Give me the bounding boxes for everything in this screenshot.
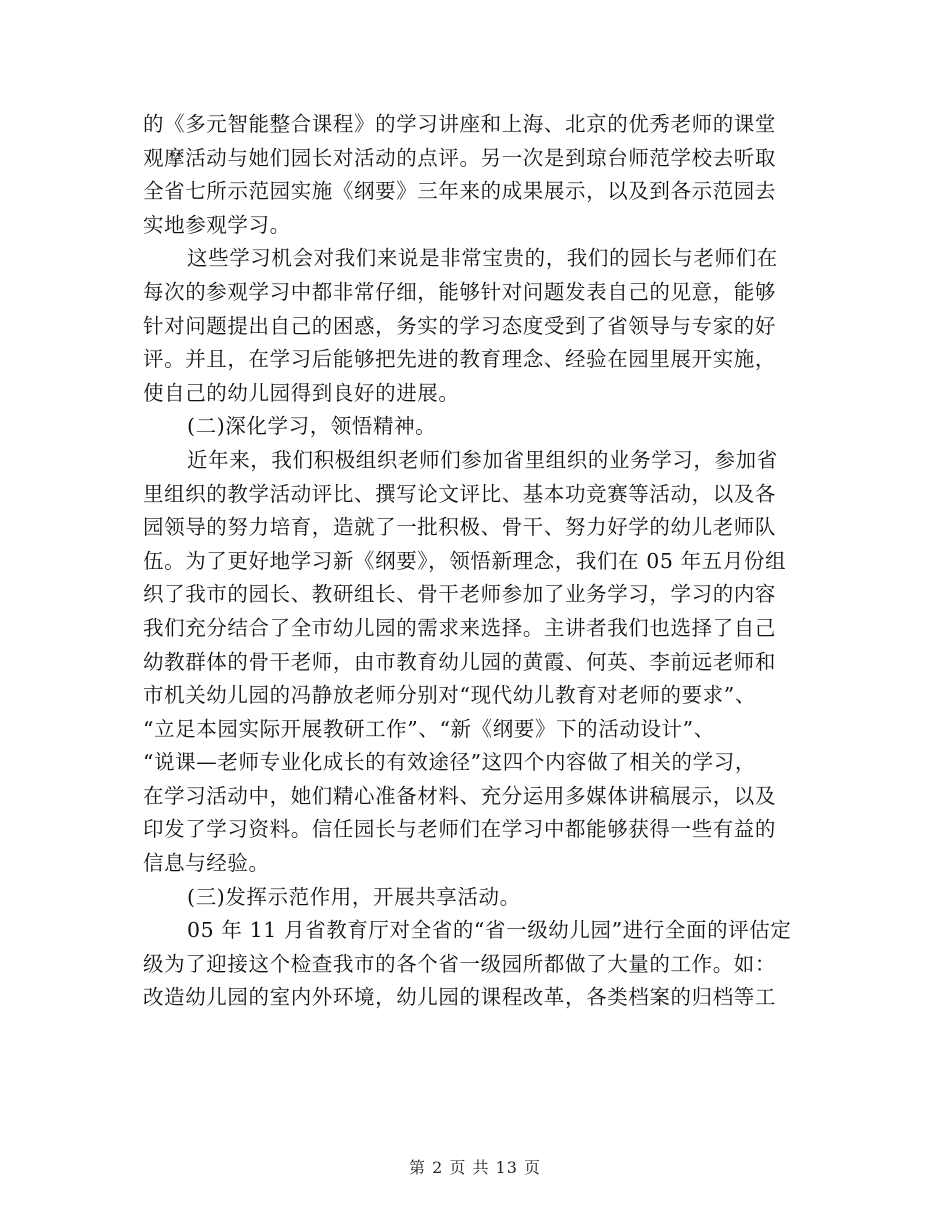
text-line: 市机关幼儿园的冯静放老师分别对“现代幼儿教育对老师的要求”、 (143, 683, 756, 708)
paragraph (143, 108, 808, 242)
text-line: 观摩活动与她们园长对活动的点评。另一次是到琼台师范学校去听取 (143, 145, 776, 170)
text-line: 我们充分结合了全市幼儿园的需求来选择。主讲者我们也选择了自己 (143, 615, 776, 640)
text-line: 幼教群体的骨干老师，由市教育幼儿园的黄霞、何英、李前远老师和 (143, 649, 776, 674)
text-line: 里组织的教学活动评比、撰写论文评比、基本功竞赛等活动，以及各 (143, 481, 776, 506)
page-number-footer: 第 2 页 共 13 页 (409, 1158, 541, 1177)
text-line: 伍。为了更好地学习新《纲要》，领悟新理念，我们在 05 年五月份组 (143, 548, 787, 573)
text-line: 每次的参观学习中都非常仔细，能够针对问题发表自己的见意，能够 (143, 279, 776, 304)
text-line: 级为了迎接这个检查我市的各个省一级园所都做了大量的工作。如： (143, 951, 776, 976)
text-line: 针对问题提出自己的困惑，务实的学习态度受到了省领导与专家的好 (143, 313, 776, 338)
text-line: 评。并且，在学习后能够把先进的教育理念、经验在园里展开实施， (143, 347, 776, 372)
paragraph (143, 242, 808, 410)
text-line: 这些学习机会对我们来说是非常宝贵的，我们的园长与老师们在 (187, 246, 778, 271)
text-line: 使自己的幼儿园得到良好的进展。 (143, 380, 460, 405)
text-line: 信息与经验。 (143, 851, 270, 876)
paragraph (143, 914, 808, 1015)
document-body (143, 108, 808, 1015)
text-line: (三)发挥示范作用，开展共享活动。 (187, 884, 521, 909)
text-line: 05 年 11 月省教育厅对全省的“省一级幼儿园”进行全面的评估定 (187, 918, 792, 943)
text-line: 园领导的努力培育，造就了一批积极、骨干、努力好学的幼儿老师队 (143, 515, 776, 540)
text-line: 改造幼儿园的室内外环境，幼儿园的课程改革，各类档案的归档等工 (143, 985, 776, 1010)
text-line: 印发了学习资料。信任园长与老师们在学习中都能够获得一些有益的 (143, 817, 776, 842)
text-line: 全省七所示范园实施《纲要》三年来的成果展示，以及到各示范园去 (143, 179, 776, 204)
paragraph (143, 444, 808, 881)
text-line: 近年来，我们积极组织老师们参加省里组织的业务学习，参加省 (187, 447, 778, 472)
section-heading (143, 881, 808, 915)
text-line: “立足本园实际开展教研工作”、“新《纲要》下的活动设计”、 (143, 716, 715, 741)
text-line: 实地参观学习。 (143, 212, 291, 237)
section-heading (143, 410, 808, 444)
text-line: “说课—老师专业化成长的有效途径”这四个内容做了相关的学习， (143, 750, 756, 775)
text-line: 织了我市的园长、教研组长、骨干老师参加了业务学习，学习的内容 (143, 582, 776, 607)
text-line: 在学习活动中，她们精心准备材料、充分运用多媒体讲稿展示，以及 (143, 783, 776, 808)
text-line: 的《多元智能整合课程》的学习讲座和上海、北京的优秀老师的课堂 (143, 112, 776, 136)
text-line: (二)深化学习，领悟精神。 (187, 414, 437, 439)
